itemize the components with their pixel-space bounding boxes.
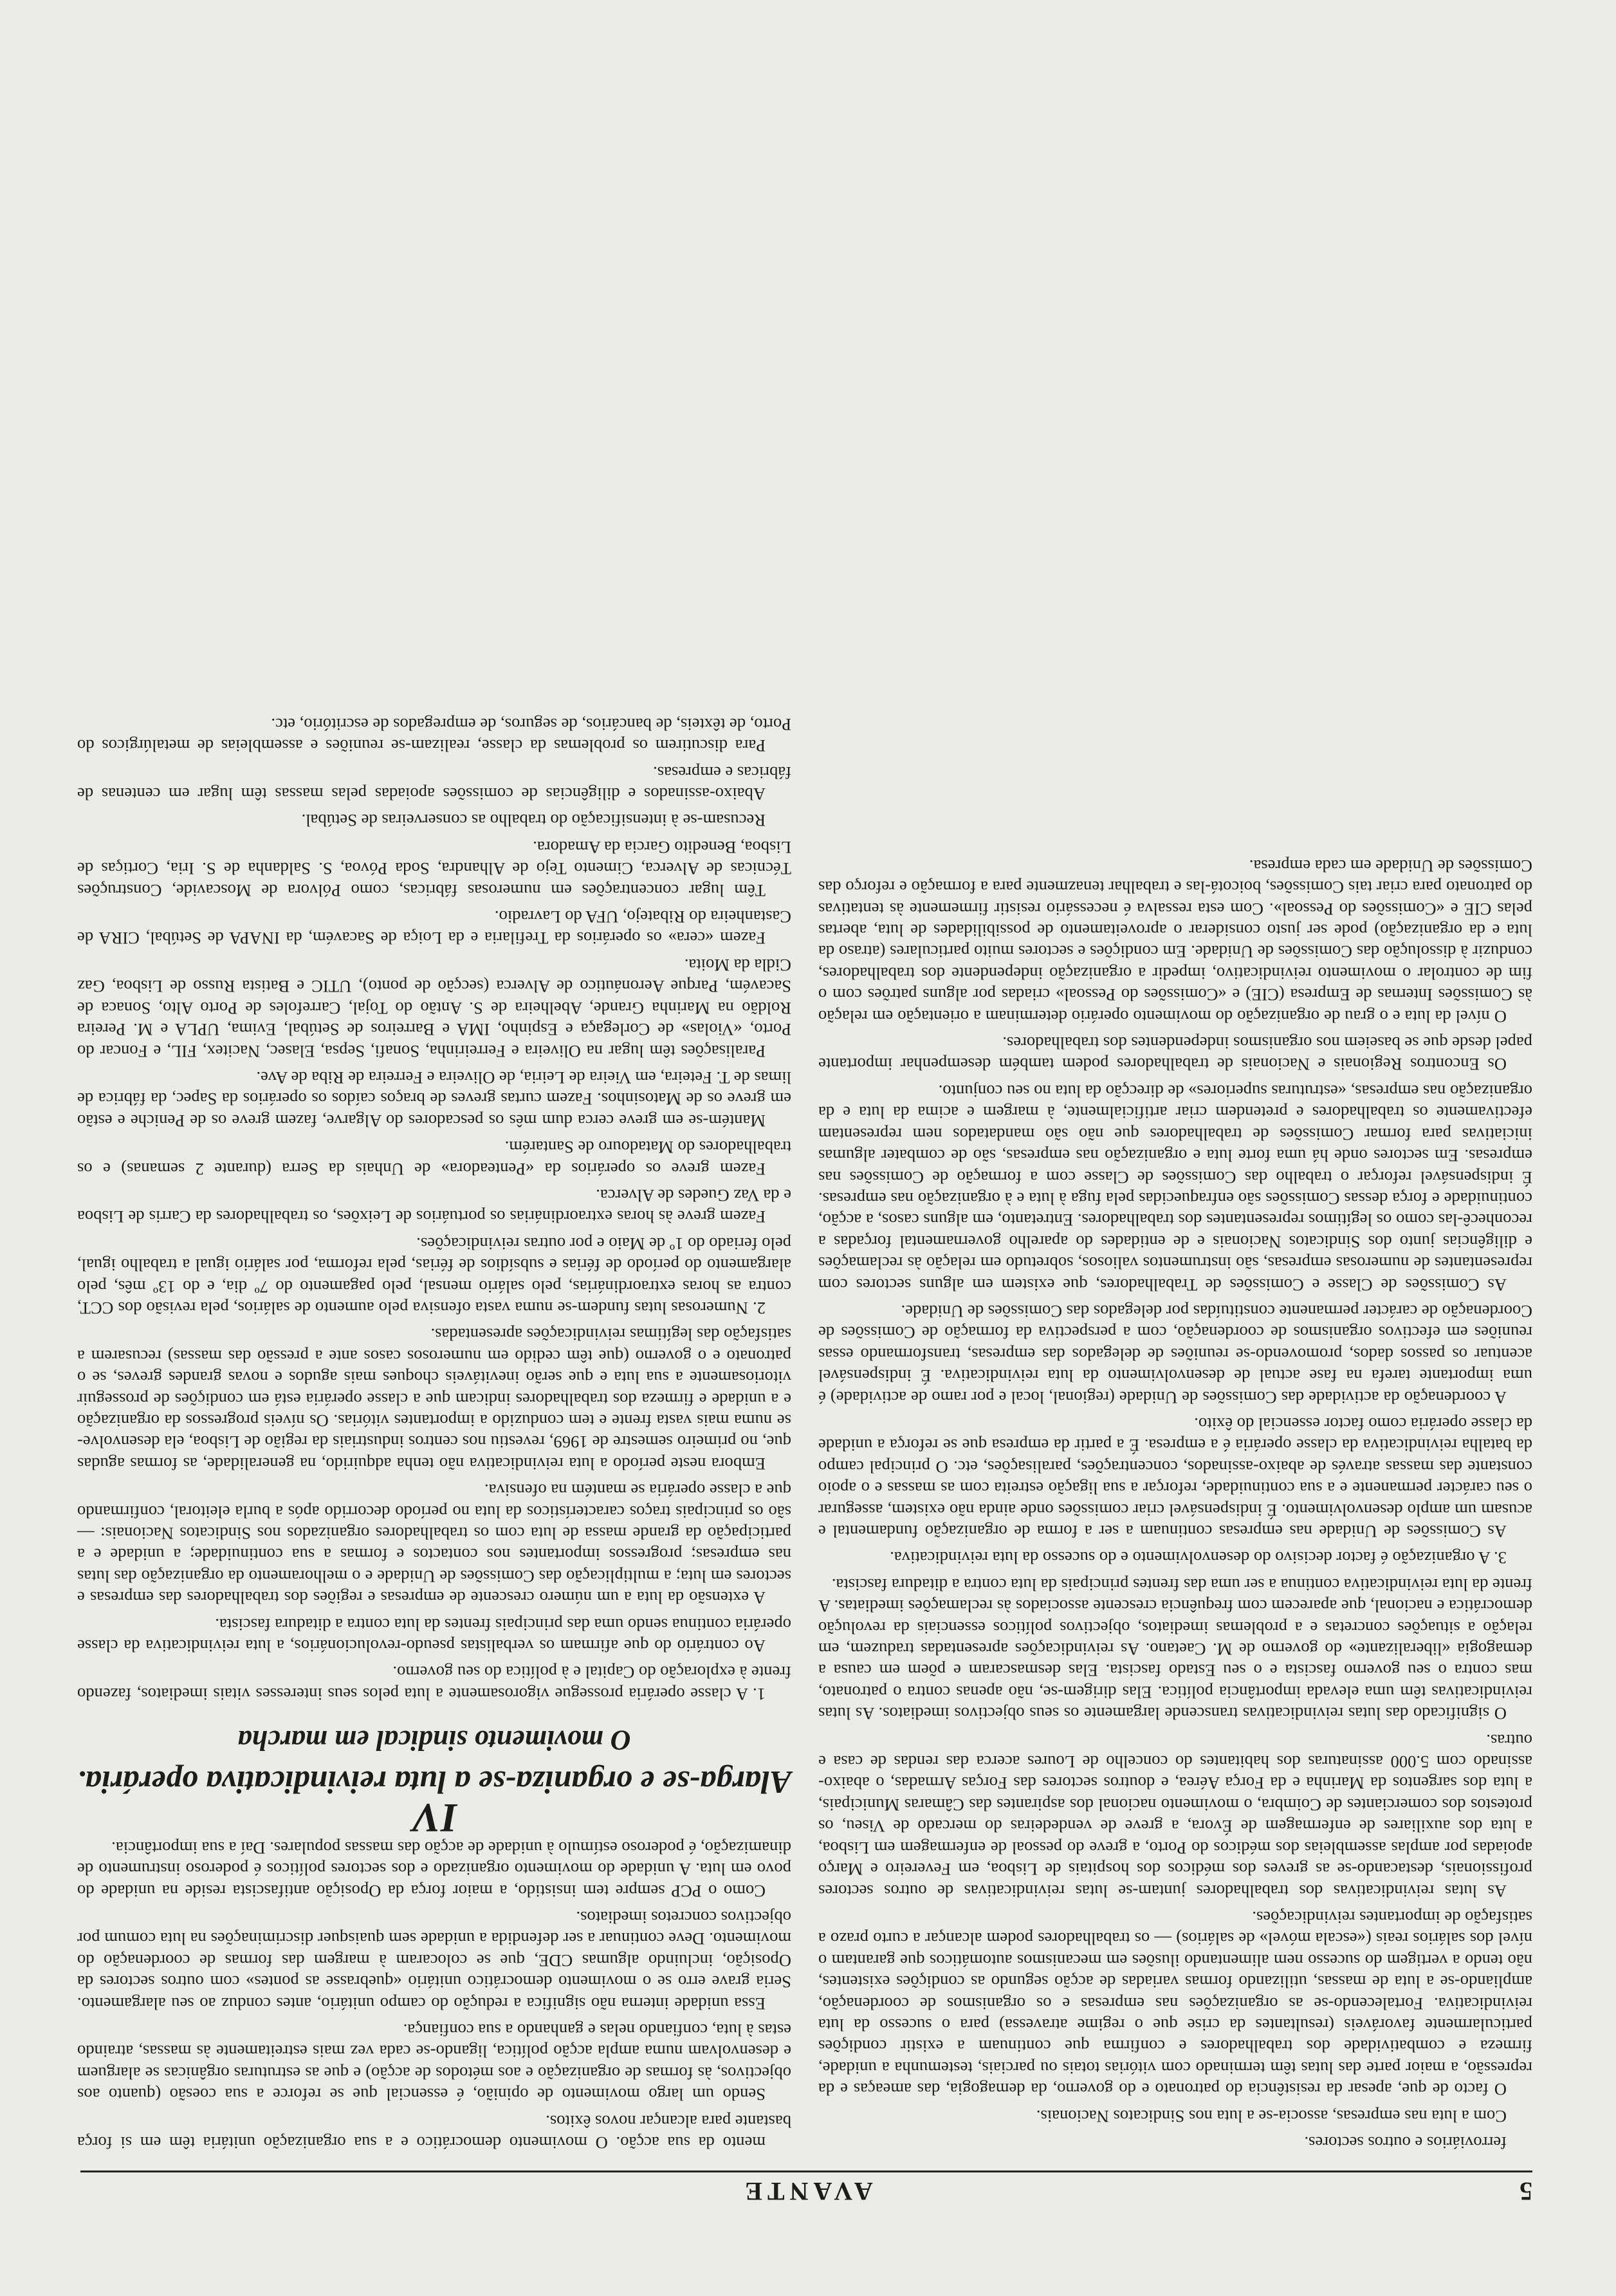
paragraph: Paralisações têm lugar na Oliveira e Ferreirinha, Sonafi, Sepsa, Elasec, Nacitex, FIL, e Foncar do Porto, «Violas» de Corlegaça e Espinho, IMA e Barreiros de Setúbal, Evima, UPLA e M. Pereira Roldão na Marinha Grande, Abelheira de S. Antão do Tojal, Carrefoles de Porto Alto, Sonaca de Sacavém, Parque Aeronáutico de Alverca (secção de ponto), UTIC e Batista Russo de Lisboa, Gaz Cidla da Moita. [77, 955, 791, 1061]
section-1-paragraph: 1. A classe operária prossegue vigorosamente a luta pelos seus interesses vitais imediatos, fazendo frente à exploração do Capital e à política do seu governo. [77, 1663, 791, 1704]
paragraph: Recusam-se à intensificação do trabalho as conserveiras de Setúbal. [301, 811, 766, 831]
paragraph: ferroviários e outros sectores. [1304, 2133, 1507, 2152]
paragraph: Fazem greve os operários da «Penteadora» de Unhais da Serra (durante 2 semanas) e os trabalhadores do Matadouro de Santarém. [77, 1138, 791, 1179]
chapter-number: IV [411, 1795, 457, 1842]
paragraph: Ao contrário do que afirmam os verbalistas pseudo-revolucionários, a luta reivindicativa da classe operária continua sendo uma das principais frentes da luta contra a ditadura fascista. [77, 1615, 791, 1656]
paragraph: Fazem greve às horas extraordinárias os portuários de Leixões, os trabalhadores da Carris de Lisboa e da Vaz Guedes de Alverca. [77, 1185, 791, 1227]
masthead [80, 2171, 1532, 2214]
paragraph: Têm lugar concentrações em numerosas fábricas, como Pólvora de Moscavide, Construções Técnicas de Alverca, Cimento Tejo de Alhandra, Soda Póvoa, S. Saldanha de S. Iria, Cortiças de Lisboa, Benedito Garcia da Amadora. [77, 837, 791, 900]
paragraph: O nível da luta e o grau de organização do movimento operário determinam a orientação em relação às Comissões Internas de Empresa (CIE) e «Comissões do Pessoal» criadas por alguns patrões com o fim de controlar o movimento reivindicativo, impedir a organização independente dos trabalhadores, conduzir à dissolução das Comissões de Unidade. Em condições e sectores muito particulares (atraso da luta e da organização) pode ser justo considerar o aproveitamento de possibilidades de luta, abertas pelas CIE e «Comissões do Pessoal». Com esta ressalva é necessário resistir firmemente às tentativas do patronato para criar tais Comissões, boicotá-las e trabalhar tenazmente para a formação e reforço das Comissões de Unidade em cada empresa. [818, 856, 1532, 1026]
page-number: 5 [1520, 2177, 1532, 2206]
paragraph: A coordenação da actividade das Comissões de Unidade (regional, local e por ramo de actividade) é uma importante tarefa na fase actual de desenvolvimento da luta reivindicativa. É indispensável acentuar os passos dados, promovendo-se reuniões de delegados das empresas, transformando essas reuniões em efectivos organismos de coordenação, com a perspectiva da formação de Comissões de Coordenação de carácter permanente constituídas por delegados das Comissões de Unidade. [818, 1301, 1532, 1407]
right-column [77, 713, 791, 2158]
paragraph: O facto de que, apesar da resistência do patronato e do governo, da demagogia, das ameaças e da repressão, a maior parte das lutas têm terminado com vitórias totais ou parciais, testemunha a unidade, firmeza e combatividade dos trabalhadores e confirma que continuam a existir condições particularmente favoráveis (resultantes da crise que o regime atravessa) para o sucesso da luta reivindicativa. Fortalecendo-se as organizações nas empresas e os organismos de coordenação, ampliando-se a luta de massas, utilizando formas variadas de acção segundo as condições existentes, não tendo a vertigem do sucesso nem alimentando ilusões em mecanismos automáticos que garantam o nível dos salários reais («escala móvel» de salários) — os trabalhadores podem alcançar a curto prazo a satisfação de importantes reivindicações. [818, 1907, 1532, 2100]
section-3-heading-paragraph: 3. A organização é factor decisivo do desenvolvimento e do sucesso da luta reivindicativa. [890, 1548, 1507, 1568]
section-2-paragraph: 2. Numerosas lutas fundem-se numa vasta ofensiva pelo aumento de salários, pela revisão dos CCT, contra as horas extraordinárias, pelo salário mensal, pelo pagamento do 7º dia, e do 13º mês, pelo alargamento do período de férias e subsídios de férias, pela reforma, por salário igual a trabalho igual, pelo feriado do 1º de Maio e por outras reivindicações. [77, 1234, 791, 1318]
paragraph: As lutas reivindicativas dos trabalhadores juntam-se lutas reivindicativas de outros sectores profissionais, destacando-se as greves dos médicos dos hospitais de Lisboa, em Fevereiro e Março apoiadas por amplas assembleias dos médicos do Porto, a greve do pessoal de enfermagem em Lisboa, a luta dos auxiliares de enfermagem de Évora, a greve de vendedeiras do mercado de Viseu, os protestos dos comerciantes de Coimbra, o movimento nacional dos aspirantes das Câmaras Municipais, a luta dos sargentos da Marinha e da Força Aérea, e doutros sectores das Forças Armadas, o abaixo-assinado com 5.000 assinaturas dos habitantes do concelho de Loures acerca das rendas de casa e outras. [818, 1730, 1532, 1901]
paragraph: Mantém-se em greve cerca dum mês os pescadores do Algarve, fazem greve os de Peniche e estão em greve os de Matosinhos. Fazem curtas greves de braços caídos os operários da Sapec, da fábrica de limas de T. Feteira, em Vieira de Leiria, de Oliveira e Ferreira de Riba de Ave. [77, 1068, 791, 1131]
paragraph: Os Encontros Regionais e Nacionais de trabalhadores podem também desempenhar importante papel desde que se baseiem nos organismos independentes dos trabalhadores. [818, 1033, 1532, 1075]
paragraph: Para discutirem os problemas da classe, realizam-se reuniões e assembleias de metalúrgicos do Porto, de têxteis, de bancários, de seguros, de empregados de escritório, etc. [77, 714, 791, 756]
article-subtitle: O movimento sindical em marcha [237, 1724, 631, 1756]
paragraph: O significado das lutas reivindicativas transcende largamente os seus objectivos imediatos. As lutas reivindicativas têm uma elevada importância política. Elas dirigem-se, não apenas contra o patronato, mas contra o seu governo fascista e o seu Estado fascista. Elas desmascaram e põem em causa a demagogia «liberalizante» do governo de M. Caetano. As reivindicações apresentadas traduzem, em relação a situações concretas e a problemas imediatos, objectivos políticos essenciais da revolução democrática e nacional, que aparecem com frequência crescente associados às reclamações imediatas. A frente da luta reivindicativa continua a ser uma das frentes principais da luta contra a ditadura fascista. [818, 1575, 1532, 1724]
paragraph: As Comissões de Unidade nas empresas continuam a ser a forma de organização fundamental e acusam um amplo desenvolvimento. É indispensável criar comissões onde ainda não existem, assegurar o seu carácter permanente e a sua continuidade, reforçar a sua ligação estreita com as massas e o apoio constante das massas através de abaixo-assinados, concentrações, paralisações, etc. O principal campo da batalha reivindicativa da classe operária é a empresa. É a partir da empresa que se reforça a unidade da classe operária como factor essencial do êxito. [818, 1414, 1532, 1542]
left-column [818, 855, 1532, 2158]
paragraph: Embora neste período a luta reivindicativa não tenha adquirido, na generalidade, as formas agudas que, no primeiro semestre de 1969, revestiu nos centros industriais da região de Lisboa, ela desenvolve-se numa mais vasta frente e tem conduzido a importantes vitórias. Os níveis progressos da organização e a unidade e firmeza dos trabalhadores indicam que a classe operária está em condições de prosseguir vitoriosamente a sua luta e que serão inevitáveis choques mais agudos e novas grandes greves, se o patronato e o governo (que têm cedido em numerosos casos ante a pressão das massas) recusarem a satisfação das legítimas reivindicações apresentadas. [77, 1325, 791, 1474]
paragraph: Abaixo-assinados e diligências de comissões apoiadas pelas massas têm lugar em centenas de fábricas e empresas. [77, 763, 791, 804]
paragraph: Essa unidade interna não significa a redução do campo unitário, antes conduz ao seu alargamento. Seria grave erro se o movimento democrático unitário «quebrasse as pontes» com outros sectores da Oposição, incluindo algumas CDE, que se colocaram à margem das formas de coordenação do movimento. Deve continuar a ser defendida a unidade sem quaisquer discriminações na luta comum por objectivos concretos imediatos. [77, 1907, 791, 2014]
article-title-block [77, 1721, 791, 1842]
paragraph: Sendo um largo movimento de opinião, é essencial que se reforce a sua coesão (quanto aos objectivos, às formas de organização e aos métodos de acção) e que as estruturas orgânicas se alarguem e desenvolvam numa ampla acção política, ligando-se cada vez mais estreitamente às massas, atraindo estas à luta, confiando nelas e ganhando a sua confiança. [77, 2020, 791, 2105]
article-title: Alarga-se e organiza-se a luta reivindicativa operária. [77, 1764, 791, 1801]
paragraph: A extensão da luta a um número crescente de empresas e regiões dos trabalhadores das empresas e sectores em luta; a multiplicação das Comissões de Unidade e o melhoramento da organização das lutas nas empresas; progressos importantes nos contactos e formas a sua continuidade; a unidade e a participação da grande massa de luta com os trabalhadores organizados nos Sindicatos Nacionais: — são os principais traços característicos da luta no período decorrido após a burla eleitoral, confirmando que a classe operária se mantém na ofensiva. [77, 1481, 791, 1608]
paragraph: Fazem «cera» os operários da Trefilaria e da Loiça de Sacavém, da INAPA de Setúbal, CIRA de Castanheira do Ribatejo, UFA do Lavradio. [77, 907, 791, 949]
paragraph: Como o PCP sempre tem insistido, a maior força da Oposição antifascista reside na unidade do povo em luta. A unidade do movimento organizado e dos sectores políticos é poderoso instrumento de dinamização, é poderoso estímulo à unidade de acção das massas populares. Daí a sua importância. [77, 1838, 791, 1901]
newspaper-name: AVANTE [740, 2177, 873, 2206]
paragraph: mento da sua acção. O movimento democrático e a sua organização unitária têm em si força bastante para alcançar novos êxitos. [77, 2111, 791, 2152]
paragraph: As Comissões de Classe e Comissões de Trabalhadores, que existem em alguns sectores com representantes de numerosas empresas, são instrumentos valiosos, sobretudo em relação às reclamações e diligências junto dos Sindicatos Nacionais e de entidades do aparelho governamental forçadas a reconhecê-las como os legítimos representantes dos trabalhadores. Entretanto, em alguns casos, a acção, continuidade e força dessas Comissões são enfraquecidas pela fuga à luta e à organização nas empresas. É indispensável reforçar o trabalho das Comissões de Classe com a formação de Comissões nas empresas. Em sectores onde há uma forte luta e organização nas empresas, são de combater algumas iniciativas para formar Comissões de trabalhadores que não são mandatados nem representam efectivamente os trabalhadores e pretendem criar artificialmente, à margem e acima da luta e da organização nas empresas, «estruturas superiores» de direcção da luta no seu conjunto. [818, 1081, 1532, 1295]
paragraph: Com a luta nas empresas, associa-se a luta nos Sindicatos Nacionais. [1036, 2106, 1507, 2126]
